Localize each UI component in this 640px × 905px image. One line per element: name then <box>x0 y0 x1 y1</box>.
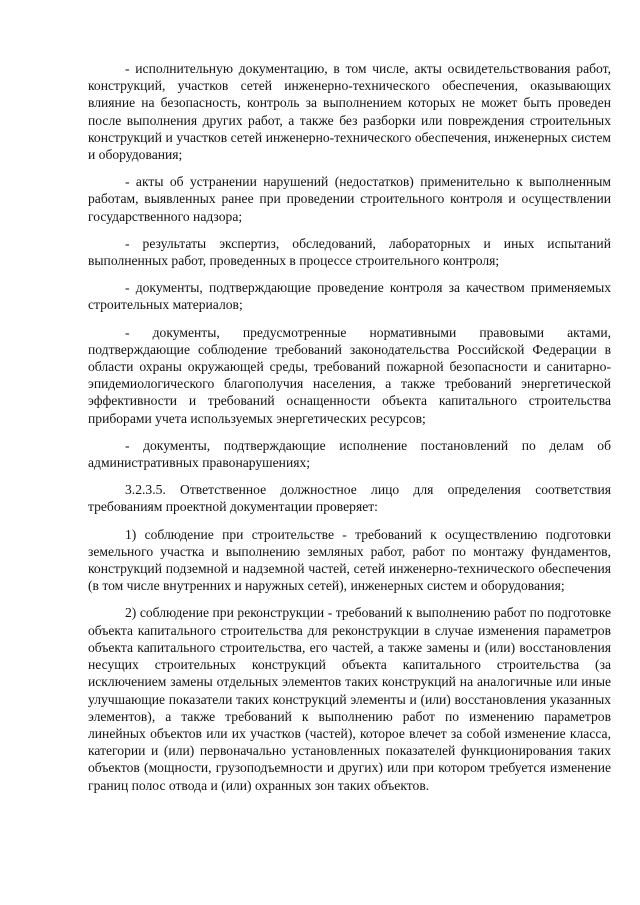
paragraph-reconstruction-compliance: 2) соблюдение при реконструкции - требований к выполнению работ по подготовке объекта капитального строительства для реконструкции в случае изменения параметров объекта капитального строительства, его частей, а также замены и (или) восстановления несущих строительных конструкций объекта капитального строительства (за исключением замены отдельных элементов таких конструкций на аналогичные или иные улучшающие показатели таких конструкций элементы и (или) восстановления указанных элементов), а также требований к выполнению работ по изменению параметров линейных объектов или их участков (частей), которое влечет за собой изменение класса, категории и (или) первоначально установленных показателей функционирования таких объектов (мощности, грузоподъемности и других) или при котором требуется изменение границ полос отвода и (или) охранных зон таких объектов. <box>88 605 611 793</box>
paragraph-construction-compliance: 1) соблюдение при строительстве - требований к осуществлению подготовки земельного участка и выполнению земляных работ, работ по монтажу фундаментов, конструкций подземной и надземной частей, сетей инженерно-технического обеспечения (в том числе внутренних и наружных сетей), инженерных систем и оборудования; <box>88 526 611 594</box>
paragraph-administrative-offenses: - документы, подтверждающие исполнение постановлений по делам об административных правонарушениях; <box>88 437 611 471</box>
paragraph-violation-acts: - акты об устранении нарушений (недостатков) применительно к выполненным работам, выявленных ранее при проведении строительного контроля и осуществлении государственного надзора; <box>88 174 611 224</box>
paragraph-section-3-2-3-5: 3.2.3.5. Ответственное должностное лицо для определения соответствия требованиям проектной документации проверяет: <box>88 482 611 515</box>
paragraph-regulatory-documents: - документы, предусмотренные нормативными правовыми актами, подтверждающие соблюдение требований законодательства Российской Федерации в области охраны окружающей среды, требований пожарной безопасности и санитарно-эпидемиологического благополучия населения, а также требований энергетической эффективности и требований оснащенности объекта капитального строительства приборами учета используемых энергетических ресурсов; <box>88 324 611 426</box>
paragraph-expertise-results: - результаты экспертиз, обследований, лабораторных и иных испытаний выполненных работ, проведенных в процессе строительного контроля; <box>88 235 611 269</box>
paragraph-materials-quality: - документы, подтверждающие проведение контроля за качеством применяемых строительных материалов; <box>88 280 611 313</box>
paragraph-executive-documentation: - исполнительную документацию, в том числе, акты освидетельствования работ, конструкций, участков сетей инженерно-технического обеспечения, оказывающих влияние на безопасность, контроль за выполнением которых не может быть проведен после выполнения других работ, а также без разборки или повреждения строительных конструкций и участков сетей инженерно-технического обеспечения, инженерных систем и оборудования; <box>88 61 611 163</box>
document-page <box>88 60 611 804</box>
